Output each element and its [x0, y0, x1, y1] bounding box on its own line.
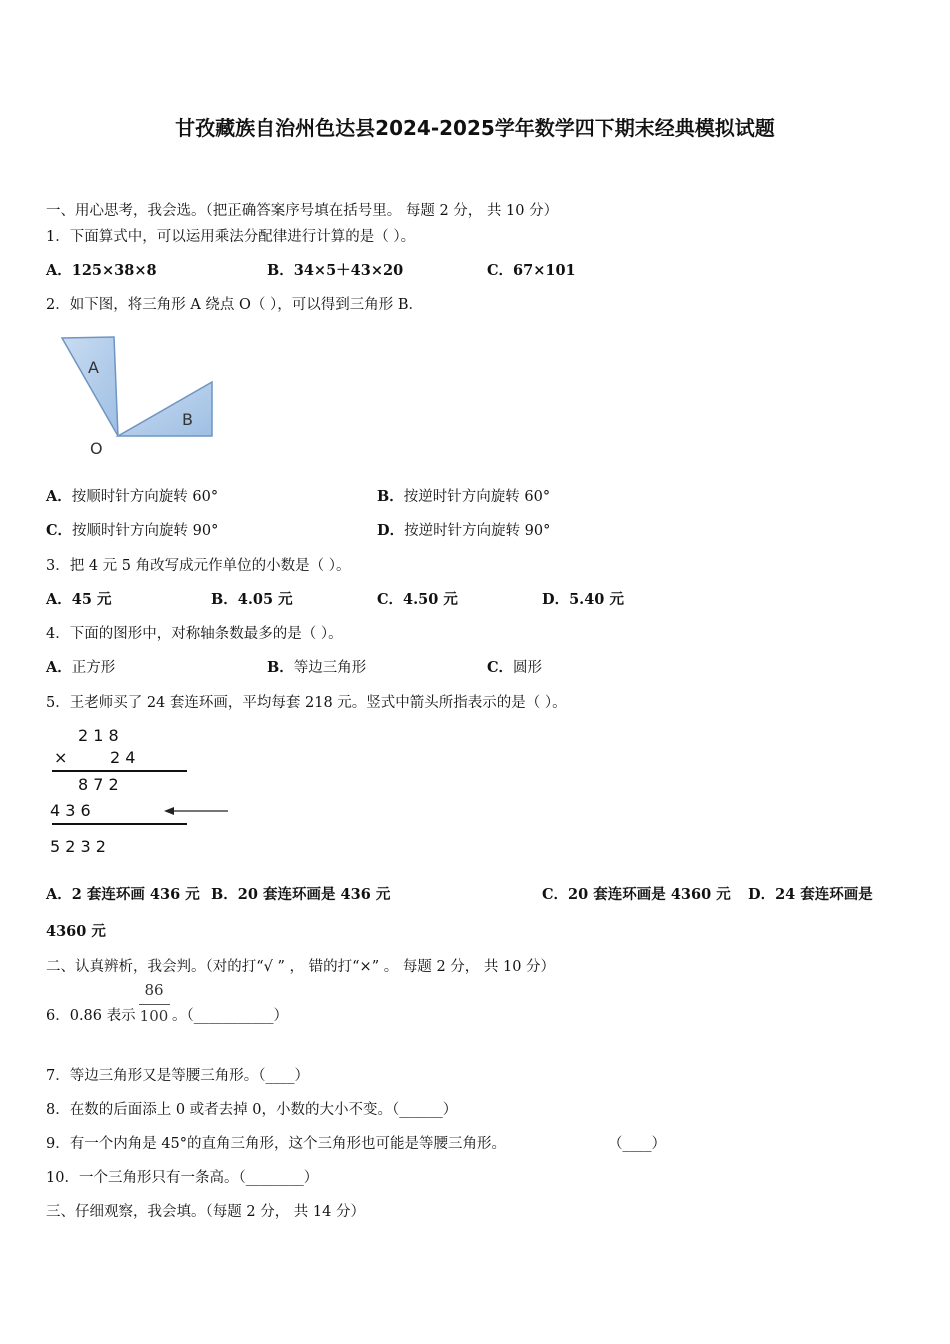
question-4-stem: 4．下面的图形中，对称轴条数最多的是（ ）。 — [46, 626, 343, 642]
section-3-heading: 三、仔细观察，我会填。（每题 2 分， 共 14 分） — [46, 1204, 365, 1220]
q5-option-d: D．24 套连环画是 — [748, 886, 873, 903]
calc-times-sign: × — [54, 748, 68, 767]
question-5-stem: 5．王老师买了 24 套连环画，平均每套 218 元。竖式中箭头所指表示的是（ ）。 — [46, 695, 567, 711]
q4-option-c: C．圆形 — [487, 659, 543, 676]
q2-option-b: B．按逆时针方向旋转 60° — [377, 488, 551, 505]
fraction-numerator: 86 — [144, 981, 164, 999]
calc-rule-1 — [52, 770, 187, 772]
q2-option-d: D．按逆时针方向旋转 90° — [377, 522, 551, 539]
q4-option-b: B．等边三角形 — [267, 659, 367, 676]
calc-rule-2 — [52, 823, 187, 825]
question-8: 8．在数的后面添上 0 或者去掉 0，小数的大小不变。（______） — [46, 1102, 458, 1118]
triangle-b — [118, 382, 212, 436]
rotation-triangles-figure — [50, 330, 230, 465]
page-title: 甘孜藏族自治州色达县2024-2025学年数学四下期末经典模拟试题 — [175, 116, 775, 140]
question-1-stem: 1．下面算式中，可以运用乘法分配律进行计算的是（ ）。 — [46, 229, 416, 245]
point-o-label: O — [90, 439, 103, 458]
triangle-a — [62, 337, 118, 436]
q1-option-a: A．125×38×8 — [46, 262, 157, 279]
question-6-prefix: 6．0.86 表示 — [46, 1008, 136, 1024]
question-10: 10．一个三角形只有一条高。（________） — [46, 1170, 319, 1186]
triangle-a-label: A — [88, 358, 99, 377]
q2-option-c: C．按顺时针方向旋转 90° — [46, 522, 219, 539]
question-3-stem: 3．把 4 元 5 角改写成元作单位的小数是（ ）。 — [46, 558, 351, 574]
q3-option-b: B．4.05 元 — [211, 591, 293, 608]
question-2-stem: 2．如下图，将三角形 A 绕点 O（ ），可以得到三角形 B． — [46, 297, 424, 313]
question-9-blank: （____） — [608, 1136, 666, 1152]
calc-multiplicand: 2 1 8 — [78, 726, 119, 745]
q5-option-a: A．2 套连环画 436 元 — [46, 886, 200, 903]
calc-product: 5 2 3 2 — [50, 837, 106, 856]
fraction-bar — [139, 1004, 170, 1005]
q5-option-d-continued: 4360 元 — [46, 923, 106, 940]
q1-option-b: B．34×5＋43×20 — [267, 262, 404, 279]
arrow-left-icon — [160, 803, 230, 819]
q3-option-c: C．4.50 元 — [377, 591, 458, 608]
q3-option-a: A．45 元 — [46, 591, 112, 608]
calc-partial-1: 8 7 2 — [78, 775, 119, 794]
q5-option-c: C．20 套连环画是 4360 元 — [542, 886, 731, 903]
calc-partial-2: 4 3 6 — [50, 801, 91, 820]
q2-option-a: A．按顺时针方向旋转 60° — [46, 488, 219, 505]
section-2-heading: 二、认真辨析，我会判。（对的打“√ ” ， 错的打“×” 。 每题 2 分， 共 10 分） — [46, 959, 556, 975]
section-1-heading: 一、用心思考，我会选。（把正确答案序号填在括号里。 每题 2 分， 共 10 分） — [46, 203, 559, 219]
question-9-stem: 9．有一个内角是 45°的直角三角形，这个三角形也可能是等腰三角形。 — [46, 1136, 507, 1152]
calc-multiplier: 2 4 — [110, 748, 136, 767]
q3-option-d: D．5.40 元 — [542, 591, 624, 608]
question-7: 7．等边三角形又是等腰三角形。（____） — [46, 1068, 309, 1084]
q5-option-b: B．20 套连环画是 436 元 — [211, 886, 391, 903]
fraction-denominator: 100 — [139, 1007, 169, 1025]
q4-option-a: A．正方形 — [46, 659, 116, 676]
q1-option-c: C．67×101 — [487, 262, 576, 279]
question-6-blank: 。（___________） — [172, 1008, 288, 1024]
triangle-b-label: B — [182, 410, 193, 429]
